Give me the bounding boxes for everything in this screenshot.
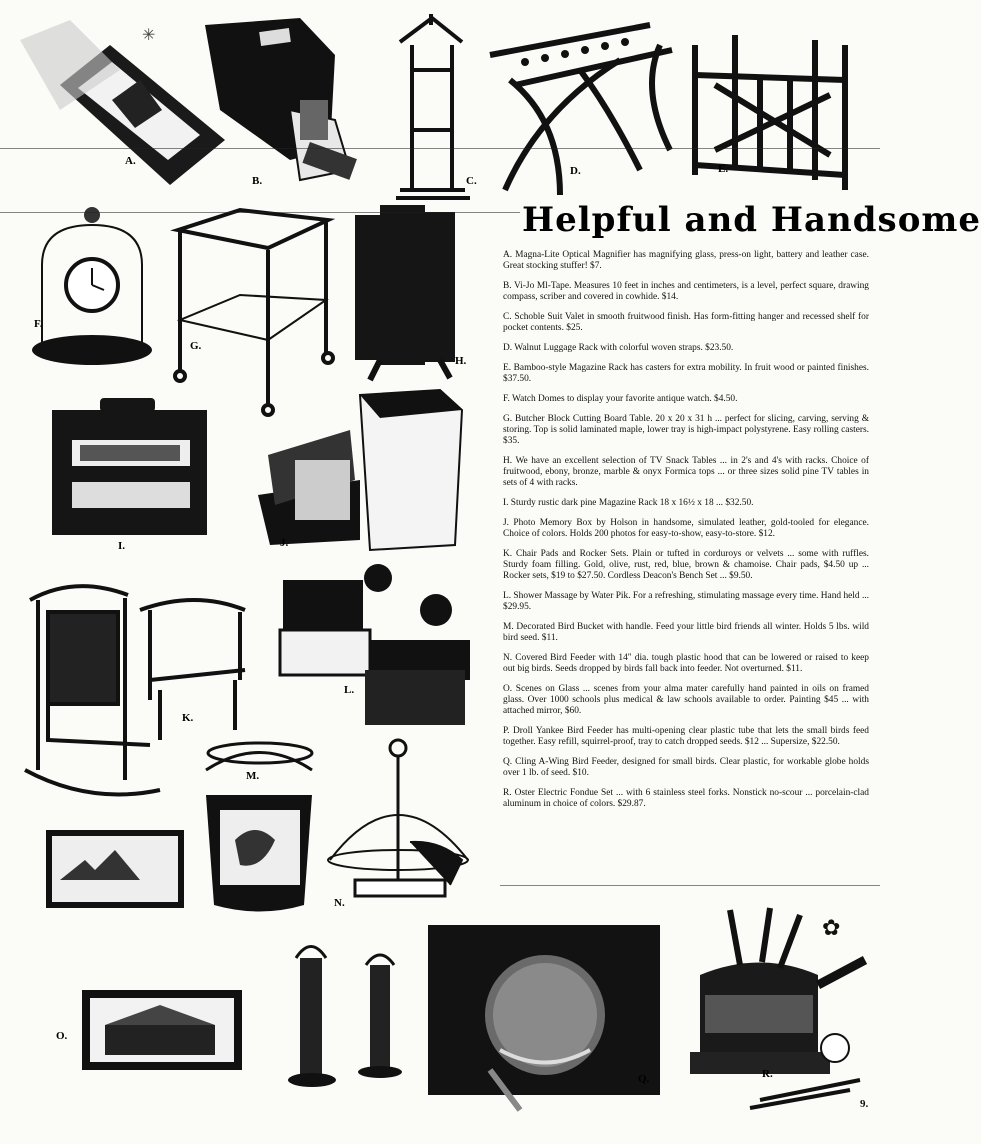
globe-feeder-photo <box>428 925 660 1110</box>
covered-bird-feeder-illustration <box>328 740 468 896</box>
svg-text:✳: ✳ <box>142 27 156 44</box>
item-a-description: A. Magna-Lite Optical Magnifier has magnifying glass, press-on light, battery and leather case. Great stocking stuffer! $7. <box>503 250 869 271</box>
svg-text:✿: ✿ <box>822 915 841 940</box>
item-label-g: G. <box>190 340 202 352</box>
tv-snack-tables-illustration <box>355 205 455 380</box>
suit-valet-illustration <box>396 14 470 198</box>
item-label-e: E. <box>718 163 729 175</box>
item-o-description: O. Scenes on Glass ... scenes from your alma mater carefully hand painted in oils on framed glass. Over 1000 schools plus medical & law schools available to order. Painting $45 ... with attached mirror, $60. <box>503 684 869 716</box>
item-label-b: B. <box>252 175 263 187</box>
item-label-k: K. <box>182 712 194 724</box>
item-label-f: F. <box>34 318 43 330</box>
item-label-q: Q. <box>638 1073 650 1085</box>
item-d-description: D. Walnut Luggage Rack with colorful woven straps. $23.50. <box>503 343 734 353</box>
scan-line <box>0 148 880 149</box>
item-r-description: R. Oster Electric Fondue Set ... with 6 stainless steel forks. Nonstick no-scour ... porcelain-clad aluminum in choice of colors. $29.87. <box>503 788 869 809</box>
tube-bird-feeders-illustration <box>288 947 402 1088</box>
item-label-o: O. <box>56 1030 68 1042</box>
fondue-set-illustration <box>690 908 865 1108</box>
shower-massage-illustration <box>280 564 470 725</box>
item-c-description: C. Schoble Suit Valet in smooth fruitwood finish. Has form-fitting hanger and recessed shelf for pocket contents. $25. <box>503 312 869 333</box>
bird-bucket-illustration <box>206 743 312 912</box>
scan-line <box>500 885 880 886</box>
item-h-description: H. We have an excellent selection of TV Snack Tables ... in 2's and 4's with racks. Choice of fruitwood, ebony, bronze, marble & onyx Formica tops ... or three sizes solid pine TV tables in sets of 4 with racks. <box>503 456 869 488</box>
item-m-description: M. Decorated Bird Bucket with handle. Feed your little bird friends all winter. Holds 5 lbs. wild bird seed. $11. <box>503 622 869 643</box>
item-label-j: J. <box>280 537 289 549</box>
page-number: 9. <box>860 1098 869 1110</box>
cutting-board-table-illustration <box>175 210 333 415</box>
item-i-description: I. Sturdy rustic dark pine Magazine Rack 18 x 16½ x 18 ... $32.50. <box>503 498 754 508</box>
magnifier-illustration <box>20 20 225 185</box>
item-e-description: E. Bamboo-style Magazine Rack has casters for extra mobility. In fruit wood or painted finishes. $37.50. <box>503 363 869 384</box>
item-label-r: R. <box>762 1068 773 1080</box>
luggage-rack-illustration <box>490 25 672 195</box>
rustic-magazine-rack-illustration <box>52 398 207 535</box>
item-label-n: N. <box>334 897 345 909</box>
photo-memory-box-illustration <box>258 390 462 550</box>
item-g-description: G. Butcher Block Cutting Board Table. 20 x 20 x 31 h ... perfect for slicing, carving, serving & storing. Top is solid laminated maple, lower tray is high-impact polystyrene. Easy rolling casters. $35. <box>503 414 869 446</box>
item-n-description: N. Covered Bird Feeder with 14" dia. tough plastic hood that can be lowered or raised to keep out big birds. Seeds dropped by birds fall back into feeder. Not overturned. $11. <box>503 653 869 674</box>
item-label-c: C. <box>466 175 477 187</box>
item-l-description: L. Shower Massage by Water Pik. For a refreshing, stimulating massage every time. Hand held ... $29.95. <box>503 591 869 612</box>
item-p-description: P. Droll Yankee Bird Feeder has multi-opening clear plastic tube that lets the small birds feed together. Easy refill, squirrel-proof, tray to catch dropped seeds. $12 ... Supersize, $22.50. <box>503 726 869 747</box>
item-label-l: L. <box>344 684 355 696</box>
item-j-description: J. Photo Memory Box by Holson in handsome, simulated leather, gold-tooled for elegance. Choice of colors. Holds 200 photos for easy-to-show, easy-to-store. $12. <box>503 518 869 539</box>
item-label-i: I. <box>118 540 126 552</box>
item-label-d: D. <box>570 165 581 177</box>
item-label-h: H. <box>455 355 467 367</box>
item-b-description: B. Vi-Jo Ml-Tape. Measures 10 feet in inches and centimeters, is a level, perfect square, drawing compass, scriber and covered in cowhide. $14. <box>503 281 869 302</box>
page-headline: Helpful and Handsome <box>522 200 981 240</box>
item-k-description: K. Chair Pads and Rocker Sets. Plain or tufted in corduroys or velvets ... some with ruffles. Sturdy foam filling. Gold, olive, rust, red, blue, brown & chamoise. Chair pads, $4.50 up ... Rocker sets, $19 to $27.50. Cordless Deacon's Bench Set ... $9.50. <box>503 549 869 581</box>
tape-measure-illustration <box>205 18 357 180</box>
item-label-m: M. <box>246 770 260 782</box>
watch-dome-illustration <box>32 207 152 365</box>
rocker-chairs-illustration <box>25 586 245 794</box>
item-f-description: F. Watch Domes to display your favorite antique watch. $4.50. <box>503 394 738 404</box>
item-q-description: Q. Cling A-Wing Bird Feeder, designed for small birds. Clear plastic, for workable globe holds over 1 lb. of seed. $10. <box>503 757 869 778</box>
item-label-a: A. <box>125 155 136 167</box>
item-descriptions <box>503 250 869 819</box>
scan-line <box>0 212 520 213</box>
